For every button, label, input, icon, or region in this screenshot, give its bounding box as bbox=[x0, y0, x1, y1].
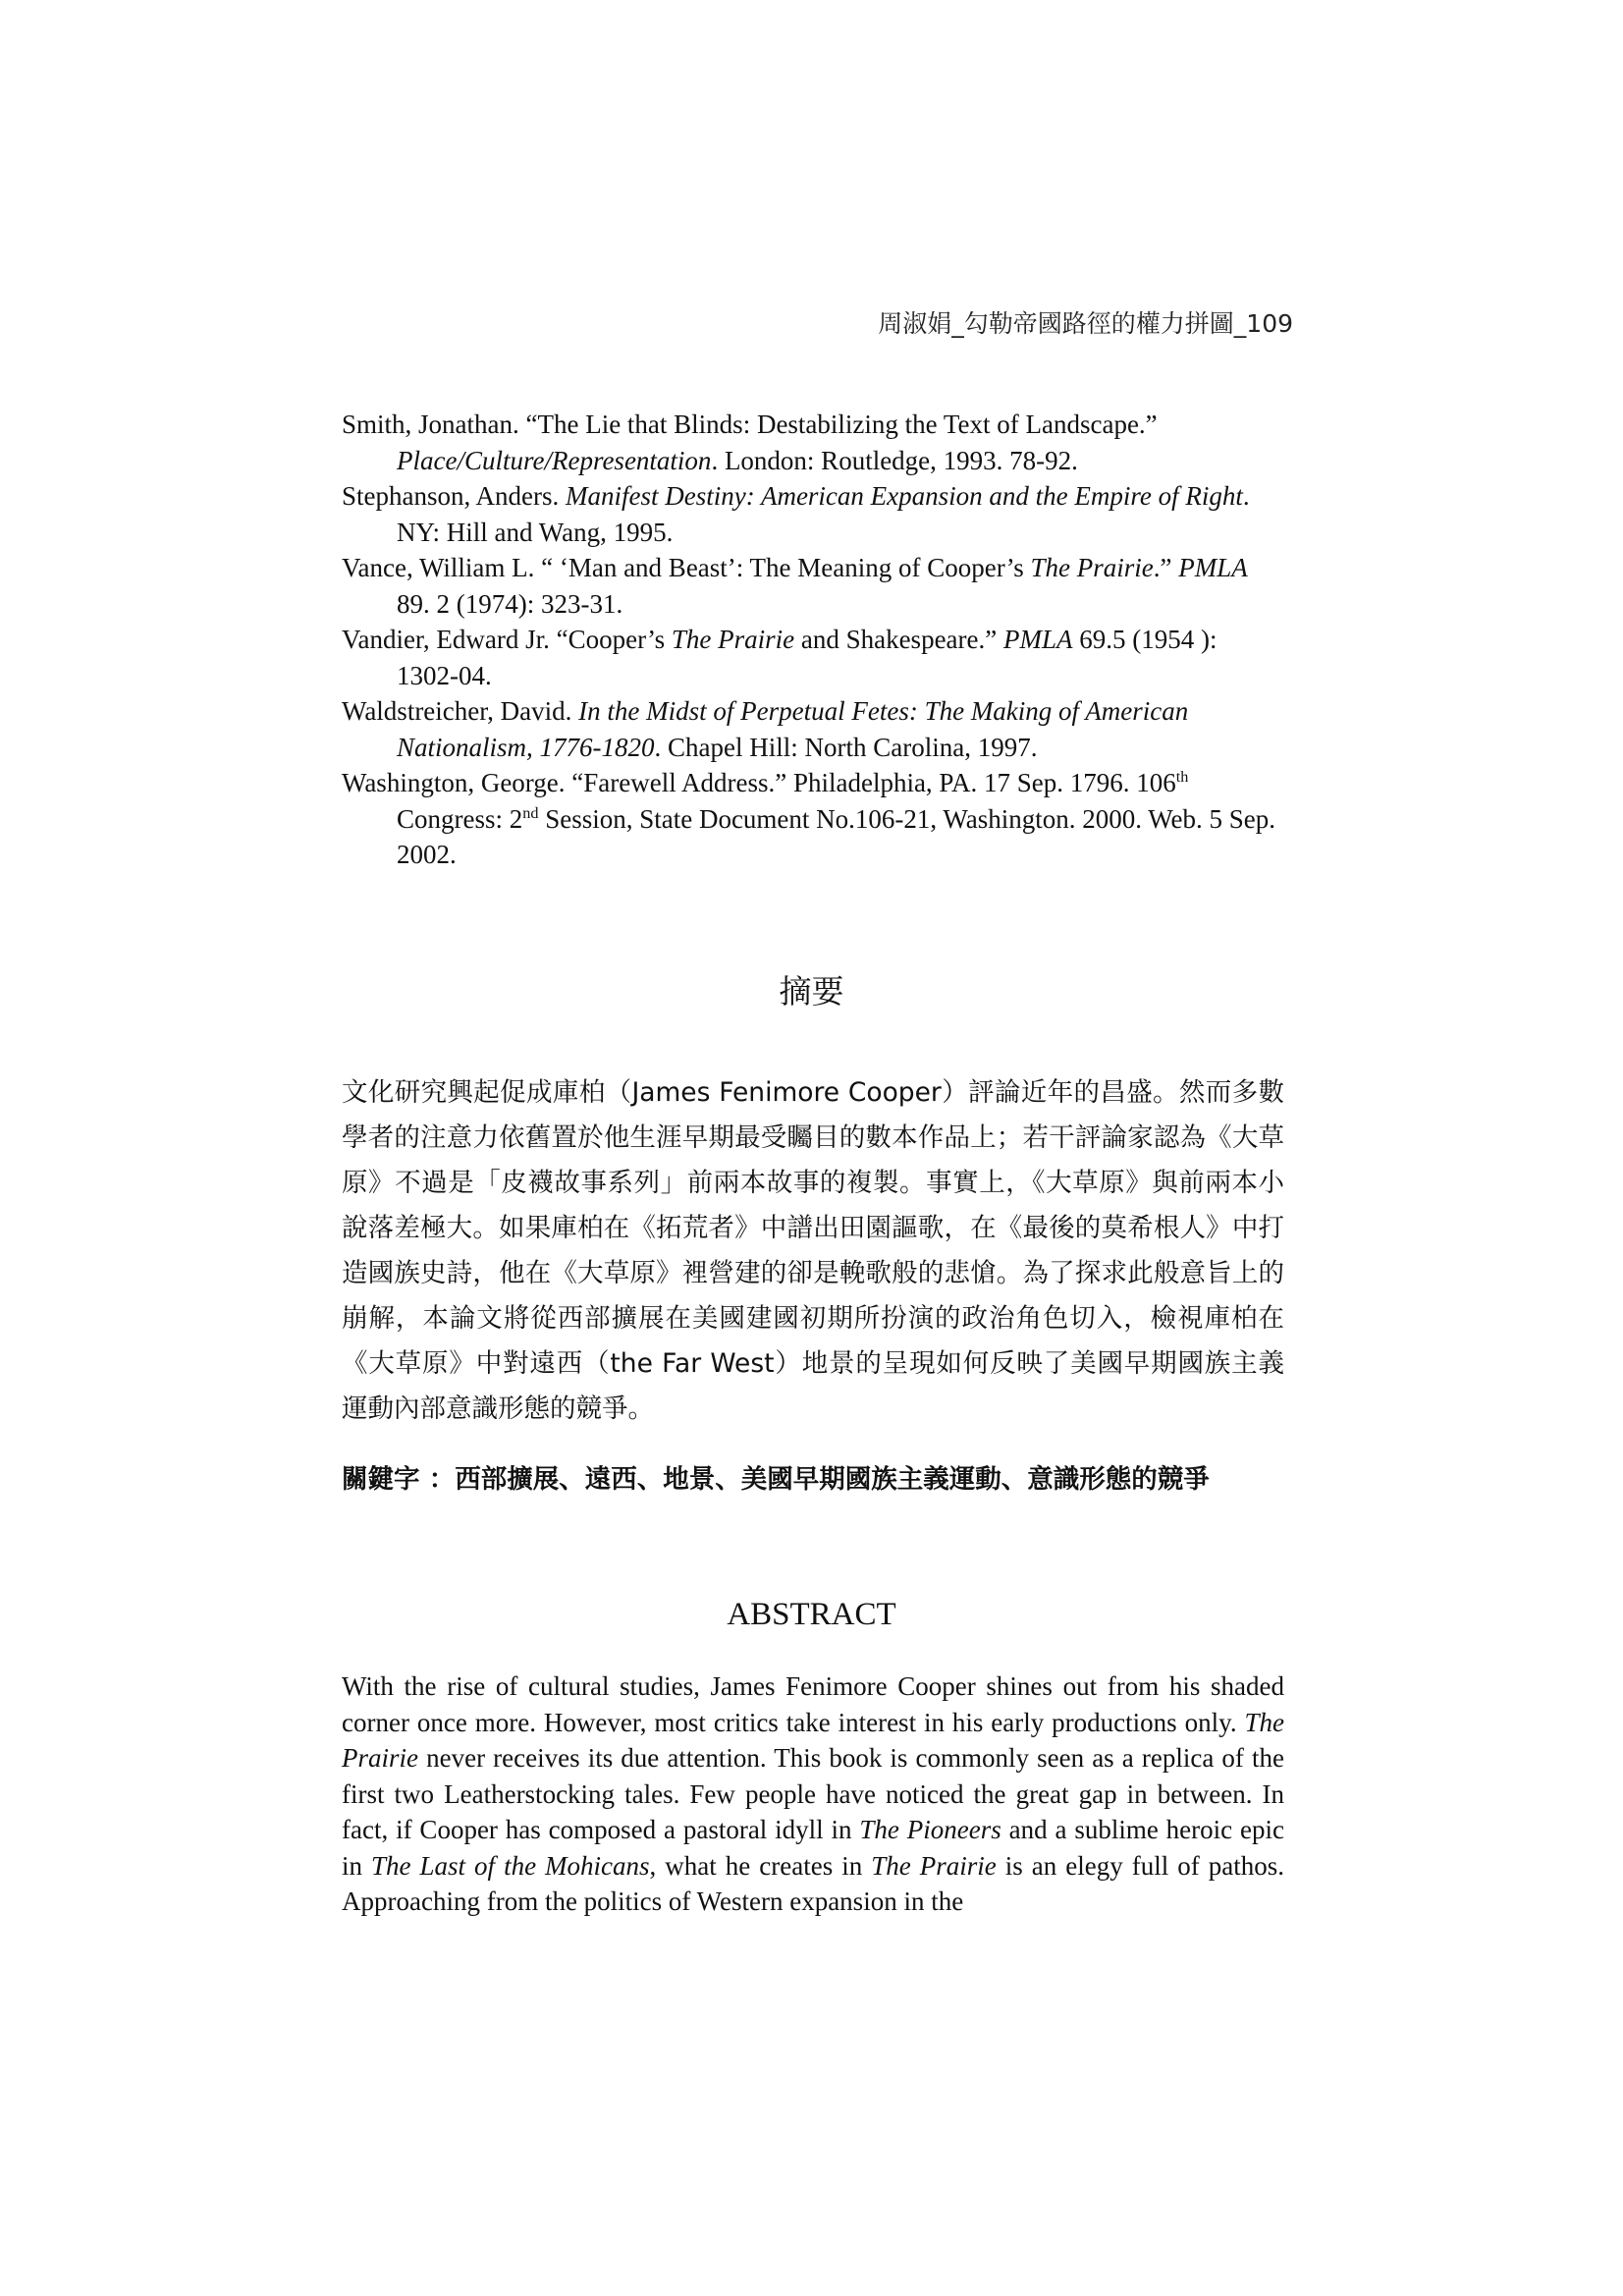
ref-title: Place/Culture/Representation bbox=[397, 445, 712, 475]
ref-text: Vance, William L. “ ‘Man and Beast’: The Meaning of Cooper’s bbox=[342, 553, 1031, 582]
reference-vandier bbox=[342, 622, 1284, 693]
abstract-text: With the rise of cultural studies, James Fenimore Cooper shines out from his shaded corner once more. However, most critics take interest in his early productions only. bbox=[342, 1671, 1284, 1737]
ref-journal: PMLA bbox=[1003, 625, 1073, 654]
ref-journal: PMLA bbox=[1178, 553, 1248, 582]
chinese-abstract-heading: 摘要 bbox=[779, 972, 844, 1011]
chinese-abstract-body: 文化研究興起促成庫柏（James Fenimore Cooper）評論近年的昌盛。然而多數學者的注意力依舊置於他生涯早期最受矚目的數本作品上；若干評論家認為《大草原》不過是「皮襪故事系列」前兩本故事的複製。事實上，《大草原》與前兩本小說落差極大。如果庫柏在《拓荒者》中譜出田園謳歌，在《最後的莫希根人》中打造國族史詩，他在《大草原》裡營建的卻是輓歌般的悲愴。為了探求此般意旨上的崩解，本論文將從西部擴展在美國建國初期所扮演的政治角色切入，檢視庫柏在《大草原》中對遠西（the Far West）地景的呈現如何反映了美國早期國族主義運動內部意識形態的競爭。 bbox=[342, 1077, 1284, 1424]
reference-waldstreicher bbox=[342, 693, 1284, 765]
ref-title: Manifest Destiny: American Expansion and the Empire of Right bbox=[565, 481, 1243, 511]
abstract-title: The Prairie bbox=[871, 1850, 997, 1881]
keywords-line: 關鍵字 ：西部擴展、遠西、地景、美國早期國族主義運動、意識形態的競爭 bbox=[342, 1464, 1210, 1495]
ref-title: The Prairie bbox=[671, 625, 795, 654]
ref-text: Session, State Document No.106-21, Washington. 2000. Web. 5 Sep. 2002. bbox=[397, 803, 1276, 869]
ref-text: 89. 2 (1974): 323-31. bbox=[397, 588, 623, 619]
ref-text: Congress: 2 bbox=[397, 803, 523, 834]
abstract-title: The Prairie bbox=[342, 1707, 1284, 1773]
ref-text: . NY: Hill and Wang, 1995. bbox=[397, 481, 1250, 547]
running-head: 周淑娟_勾勒帝國路徑的權力拼圖_109 bbox=[878, 309, 1293, 338]
ref-superscript: th bbox=[1175, 768, 1189, 786]
ref-text: Waldstreicher, David. bbox=[342, 696, 579, 726]
ref-text: . London: Routledge, 1993. 78-92. bbox=[711, 445, 1078, 475]
ref-text: and Shakespeare.” bbox=[794, 625, 1003, 654]
english-abstract-heading: ABSTRACT bbox=[727, 1597, 896, 1632]
abstract-title: The Last of the Mohicans bbox=[371, 1850, 650, 1881]
english-abstract-body bbox=[342, 1668, 1284, 1920]
ref-text: . Chapel Hill: North Carolina, 1997. bbox=[654, 732, 1038, 762]
ref-title: The Prairie bbox=[1030, 553, 1154, 582]
references-list bbox=[342, 407, 1284, 873]
ref-text: 69.5 (1954 ): 1302-04. bbox=[397, 625, 1217, 690]
ref-text: Smith, Jonathan. “The Lie that Blinds: Destabilizing the Text of Landscape.” bbox=[342, 410, 1158, 439]
reference-washington bbox=[342, 765, 1284, 873]
reference-stephanson bbox=[342, 478, 1284, 550]
reference-smith bbox=[342, 407, 1284, 478]
reference-vance bbox=[342, 550, 1284, 622]
ref-text: Vandier, Edward Jr. “Cooper’s bbox=[342, 625, 672, 654]
ref-text: .” bbox=[1153, 553, 1179, 582]
ref-title: In the Midst of Perpetual Fetes: The Making of American Nationalism, 1776-1820 bbox=[397, 696, 1189, 762]
abstract-text: never receives its due attention. This book is commonly seen as a replica of the first two Leatherstocking tales. Few people have noticed the great gap in between. In fact, if Cooper has composed a pastoral idyll in bbox=[342, 1743, 1284, 1844]
ref-text: Stephanson, Anders. bbox=[342, 481, 566, 511]
abstract-title: The Pioneers bbox=[859, 1815, 1001, 1844]
abstract-text: , what he creates in bbox=[649, 1850, 872, 1881]
abstract-text: and a sublime heroic epic in bbox=[342, 1815, 1284, 1881]
ref-text: Washington, George. “Farewell Address.” Philadelphia, PA. 17 Sep. 1796. 106 bbox=[342, 768, 1176, 797]
ref-superscript: nd bbox=[522, 803, 539, 822]
abstract-text: is an elegy full of pathos. Approaching from the politics of Western expansion in the bbox=[342, 1850, 1284, 1916]
